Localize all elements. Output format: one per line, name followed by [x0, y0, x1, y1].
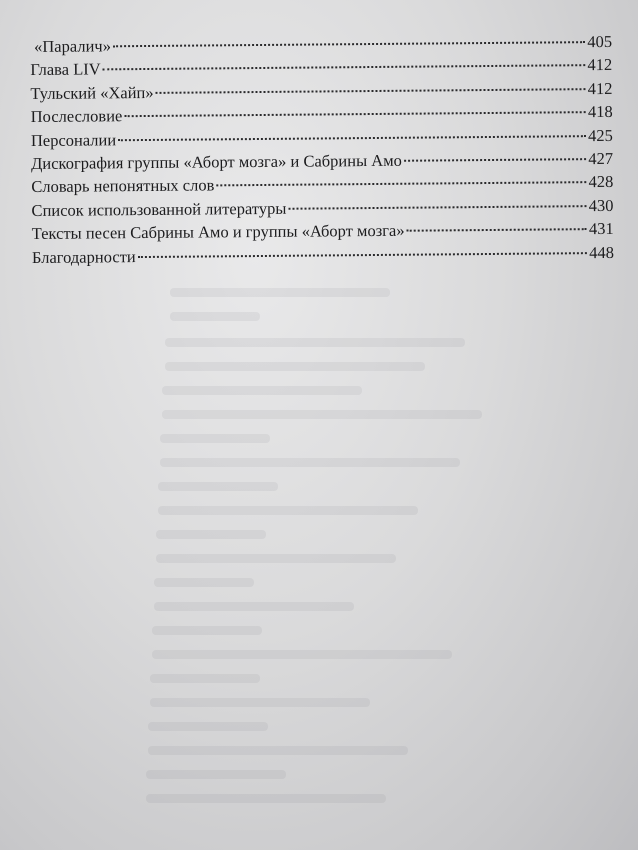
toc-entry-title: Послесловие — [30, 106, 123, 127]
toc-entry-page: 427 — [588, 148, 614, 169]
toc-entry-title: Персоналии — [30, 129, 117, 150]
dot-leader — [113, 41, 585, 47]
table-of-contents — [30, 32, 614, 271]
toc-entry-title: Словарь непонятных слов — [31, 175, 215, 197]
toc-entry-title: «Паралич» — [33, 36, 111, 56]
dot-leader — [138, 252, 587, 258]
dot-leader — [103, 65, 586, 71]
toc-entry-page: 448 — [589, 242, 614, 262]
dot-leader — [404, 158, 586, 162]
dot-leader — [124, 111, 586, 117]
dot-leader — [216, 181, 586, 186]
toc-entry-page: 412 — [587, 78, 613, 98]
toc-entry-title: Дискография группы «Аборт мозга» и Сабрины Амо — [31, 150, 402, 173]
toc-entry-page: 430 — [588, 195, 614, 215]
toc-entry-page: 412 — [587, 55, 613, 75]
toc-entry-page: 428 — [588, 172, 614, 192]
toc-entry-title: Список использованной литературы — [31, 198, 287, 220]
toc-entry-title: Тексты песен Сабрины Амо и группы «Аборт мозга» — [31, 220, 405, 244]
dot-leader — [407, 228, 587, 232]
toc-entry-page: 405 — [587, 31, 613, 52]
toc-entry-title: Глава LIV — [30, 59, 101, 80]
toc-entry-page: 425 — [588, 125, 613, 145]
toc-entry-page: 418 — [587, 102, 613, 122]
toc-entry-title: Благодарности — [31, 246, 136, 267]
toc-entry-title: Тульский «Хайп» — [30, 82, 154, 103]
toc-entry-page: 431 — [588, 219, 614, 239]
dot-leader — [288, 205, 586, 210]
dot-leader — [118, 135, 586, 141]
dot-leader — [156, 88, 586, 94]
toc-entry-acknowledgements[interactable] — [32, 242, 614, 270]
